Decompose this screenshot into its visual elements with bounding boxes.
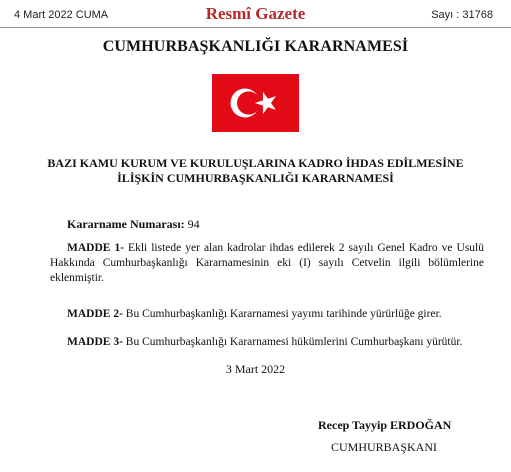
turkish-flag-icon [212,74,299,132]
header-divider [0,27,511,28]
article-3-text: Bu Cumhurbaşkanlığı Kararnamesi hükümlerini Cumhurbaşkanı yürütür. [125,336,463,348]
decree-subject [0,156,511,186]
gazette-issue-number: Sayı : 31768 [431,9,493,21]
article-3 [50,335,484,350]
article-2-text: Bu Cumhurbaşkanlığı Kararnamesi yayımı tarihinde yürürlüğe girer. [125,308,442,320]
article-1-label: MADDE 1- [67,242,125,254]
article-1-text: Ekli listede yer alan kadrolar ihdas edilerek 2 sayılı Genel Kadro ve Usulü Hakkında Cumhurbaşkanlığı Kararnamesinin eki (I) sayılı Cetvelin ilgili bölümlerine eklenmiştir. [50,242,484,284]
decree-subject-line-2: İLİŞKİN CUMHURBAŞKANLIĞI KARARNAMESİ [117,171,394,185]
gazette-date: 4 Mart 2022 CUMA [14,9,109,21]
decree-number-label: Kararname Numarası: [67,217,185,231]
document-title: CUMHURBAŞKANLIĞI KARARNAMESİ [102,38,409,55]
signer-name: Recep Tayyip ERDOĞAN [318,418,452,432]
article-3-label: MADDE 3- [67,336,123,348]
article-2 [50,307,484,322]
signer-title: CUMHURBAŞKANI [331,440,438,454]
article-1 [50,241,484,286]
decree-number [67,217,200,232]
decree-subject-line-1: BAZI KAMU KURUM VE KURULUŞLARINA KADRO İHDAS EDİLMESİNE [47,156,464,170]
gazette-title: Resmî Gazete [205,4,306,23]
signing-date: 3 Mart 2022 [225,362,286,376]
decree-number-value: 94 [187,217,200,231]
article-2-label: MADDE 2- [67,308,123,320]
